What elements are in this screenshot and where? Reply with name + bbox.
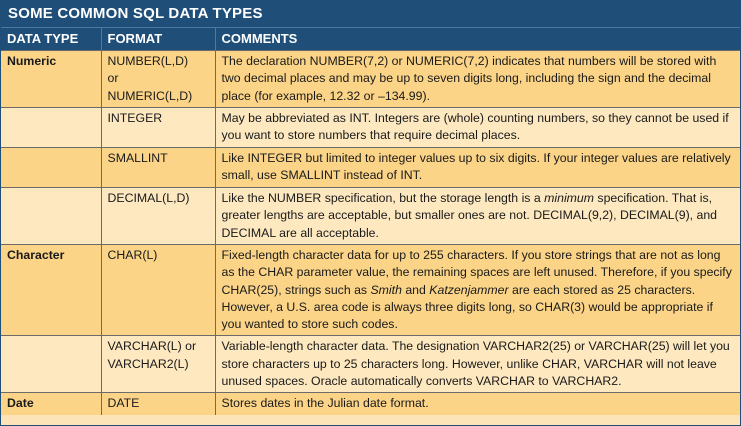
format-line: CHAR(L): [107, 248, 158, 262]
comment-text: Stores dates in the Julian date format.: [221, 396, 429, 411]
cell-type: [1, 336, 101, 393]
cell-format: [101, 188, 215, 245]
format-line: NUMBER(L,D): [107, 54, 189, 68]
cell-type: Numeric: [1, 51, 101, 108]
comment-text: May be abbreviated as INT. Integers are (whole) counting numbers, so they cannot be used if you want to store numbers that require decimal places.: [221, 111, 729, 143]
comment-text: Like the NUMBER specification, but the storage length is a: [221, 191, 545, 205]
table-row: [1, 188, 740, 245]
table-row: [1, 148, 740, 188]
table-row: [1, 245, 740, 336]
comment-emphasis: Katzenjammer: [429, 282, 509, 297]
cell-comment: [215, 148, 740, 188]
comment-emphasis: minimum: [544, 191, 594, 205]
format-line: DATE: [107, 396, 140, 411]
cell-comment: [215, 51, 740, 108]
cell-type: [1, 148, 101, 188]
comment-text: are each stored as 25 characters. However, a U.S. area code is always three digits long, so CHAR(3) would be appropriate if you wanted to store such codes.: [221, 282, 713, 332]
format-line: DECIMAL(L,D): [107, 191, 190, 205]
table-row: [1, 336, 740, 393]
comment-text: Fixed-length character data for up to 255 characters. If you store strings that are not as long as the CHAR parameter value, the remaining spaces are left unused. Therefore, if you specify CHAR(25), strings such as: [221, 248, 732, 297]
format-line: INTEGER: [107, 111, 163, 125]
cell-type: Date: [1, 393, 101, 415]
data-types-table: [1, 27, 740, 415]
cell-format: [101, 51, 215, 108]
format-line: VARCHAR(L) or: [107, 339, 197, 354]
cell-comment: [215, 188, 740, 245]
cell-type: Character: [1, 245, 101, 336]
cell-comment: [215, 245, 740, 336]
cell-format: [101, 148, 215, 188]
header-comments: COMMENTS: [215, 28, 740, 51]
cell-comment: [215, 108, 740, 148]
format-line: NUMERIC(L,D): [107, 88, 193, 103]
cell-type: [1, 188, 101, 245]
comment-text: specification. That is, greater lengths are acceptable, but smaller ones are not. DECIMAL(9,2), DECIMAL(9), and DECIMAL are all acceptable.: [221, 191, 718, 240]
table-row: [1, 393, 740, 415]
figure-title: SOME COMMON SQL DATA TYPES: [1, 1, 740, 27]
header-format: FORMAT: [101, 28, 215, 51]
format-line: VARCHAR2(L): [107, 356, 189, 371]
cell-comment: [215, 393, 740, 415]
comment-emphasis: Smith: [370, 282, 402, 297]
cell-format: [101, 336, 215, 393]
comment-text: Like INTEGER but limited to integer values up to six digits. If your integer values are relatively small, use SMALLINT instead of INT.: [221, 151, 731, 183]
header-data-type: DATA TYPE: [1, 28, 101, 51]
format-line: SMALLINT: [107, 151, 168, 165]
cell-format: [101, 393, 215, 415]
cell-comment: [215, 336, 740, 393]
cell-format: [101, 245, 215, 336]
cell-type: [1, 108, 101, 148]
table-row: [1, 51, 740, 108]
cell-format: [101, 108, 215, 148]
comment-text: and: [401, 282, 430, 297]
comment-text: Variable-length character data. The designation VARCHAR2(25) or VARCHAR(25) will let you store characters up to 25 characters long. However, unlike CHAR, VARCHAR will not leave unused spaces. Oracle automatically converts VARCHAR to VARCHAR2.: [221, 339, 730, 389]
comment-text: The declaration NUMBER(7,2) or NUMERIC(7,2) indicates that numbers will be stored with two decimal places and may be up to seven digits long, including the sign and the decimal place (for example, 12.32 or –134.99).: [221, 54, 717, 103]
format-line: or: [107, 71, 119, 86]
table-header-row: [1, 28, 740, 51]
table-row: [1, 108, 740, 148]
